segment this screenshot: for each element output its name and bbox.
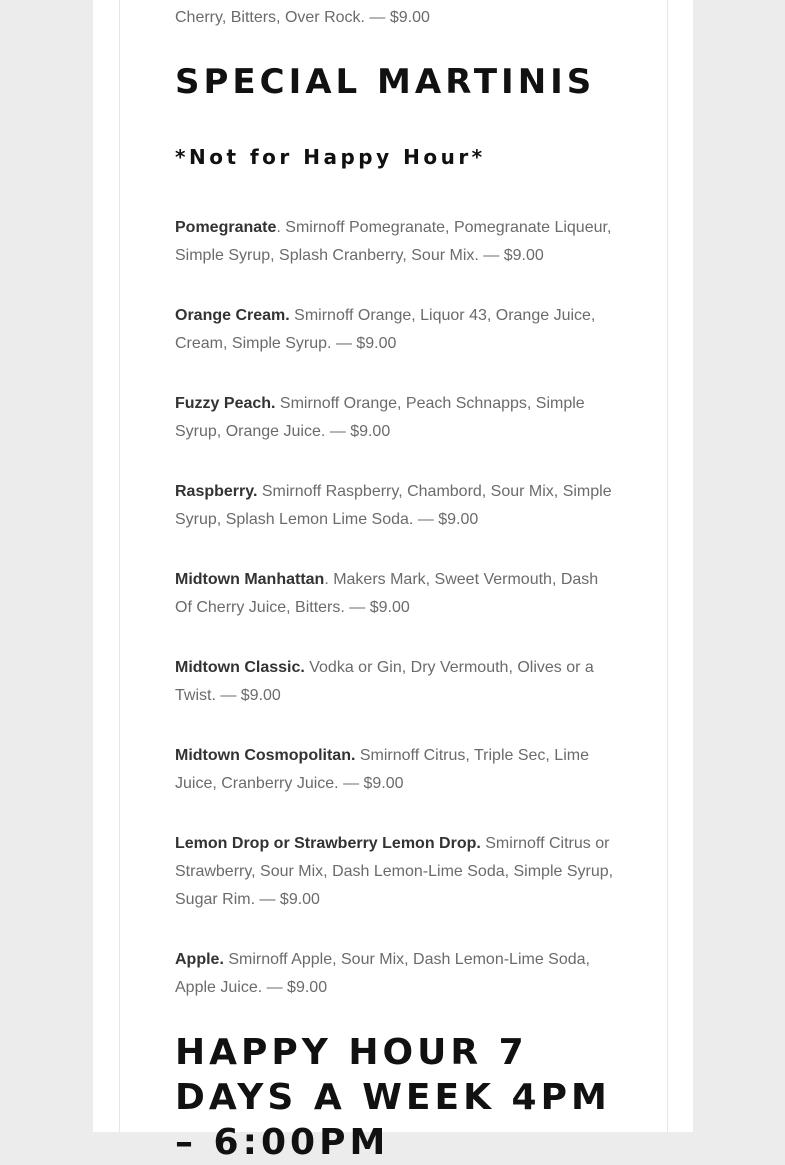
menu-item bbox=[175, 566, 615, 622]
menu-panel bbox=[119, 0, 668, 1163]
menu-item bbox=[175, 214, 615, 270]
item-name: Midtown Manhattan bbox=[175, 571, 325, 588]
item-name: Midtown Classic. bbox=[175, 659, 305, 676]
menu-item bbox=[175, 830, 615, 914]
item-name: Fuzzy Peach. bbox=[175, 395, 276, 412]
menu-item bbox=[175, 946, 615, 1002]
item-description: . Smirnoff Pomegranate, Pomegranate Liqueur, Simple Syrup, Splash Cranberry, Sour Mix. — $9.00 bbox=[175, 219, 612, 264]
item-description: Smirnoff Apple, Sour Mix, Dash Lemon-Lime Soda, Apple Juice. — $9.00 bbox=[175, 951, 590, 996]
item-description: Smirnoff Orange, Peach Schnapps, Simple Syrup, Orange Juice. — $9.00 bbox=[175, 395, 585, 440]
item-description: Smirnoff Raspberry, Chambord, Sour Mix, Simple Syrup, Splash Lemon Lime Soda. — $9.00 bbox=[175, 483, 612, 528]
item-name: Orange Cream. bbox=[175, 307, 290, 324]
happy-hour-heading: HAPPY HOUR 7 DAYS A WEEK 4PM – 6:00PM bbox=[175, 1032, 611, 1163]
item-description: Smirnoff Citrus or Strawberry, Sour Mix, Dash Lemon-Lime Soda, Simple Syrup, Sugar Rim. — $9.00 bbox=[175, 835, 614, 908]
menu-item bbox=[175, 390, 615, 446]
previous-item-text: Cherry, Bitters, Over Rock. — $9.00 bbox=[175, 9, 430, 26]
item-name: Raspberry. bbox=[175, 483, 258, 500]
not-for-happy-hour-note: *Not for Happy Hour* bbox=[175, 145, 486, 169]
item-name: Pomegranate bbox=[175, 219, 277, 236]
item-description: Smirnoff Citrus, Triple Sec, Lime Juice, Cranberry Juice. — $9.00 bbox=[175, 747, 589, 792]
menu-item bbox=[175, 742, 615, 798]
martini-list bbox=[175, 214, 615, 1034]
menu-item bbox=[175, 478, 615, 534]
item-name: Midtown Cosmopolitan. bbox=[175, 747, 356, 764]
item-name: Lemon Drop or Strawberry Lemon Drop. bbox=[175, 835, 481, 852]
menu-item bbox=[175, 654, 615, 710]
special-martinis-heading: SPECIAL MARTINIS bbox=[175, 62, 596, 102]
item-description: . Makers Mark, Sweet Vermouth, Dash Of Cherry Juice, Bitters. — $9.00 bbox=[175, 571, 599, 616]
item-name: Apple. bbox=[175, 951, 224, 968]
menu-item bbox=[175, 302, 615, 358]
item-description: Vodka or Gin, Dry Vermouth, Olives or a Twist. — $9.00 bbox=[175, 659, 594, 704]
item-description: Smirnoff Orange, Liquor 43, Orange Juice, Cream, Simple Syrup. — $9.00 bbox=[175, 307, 596, 352]
